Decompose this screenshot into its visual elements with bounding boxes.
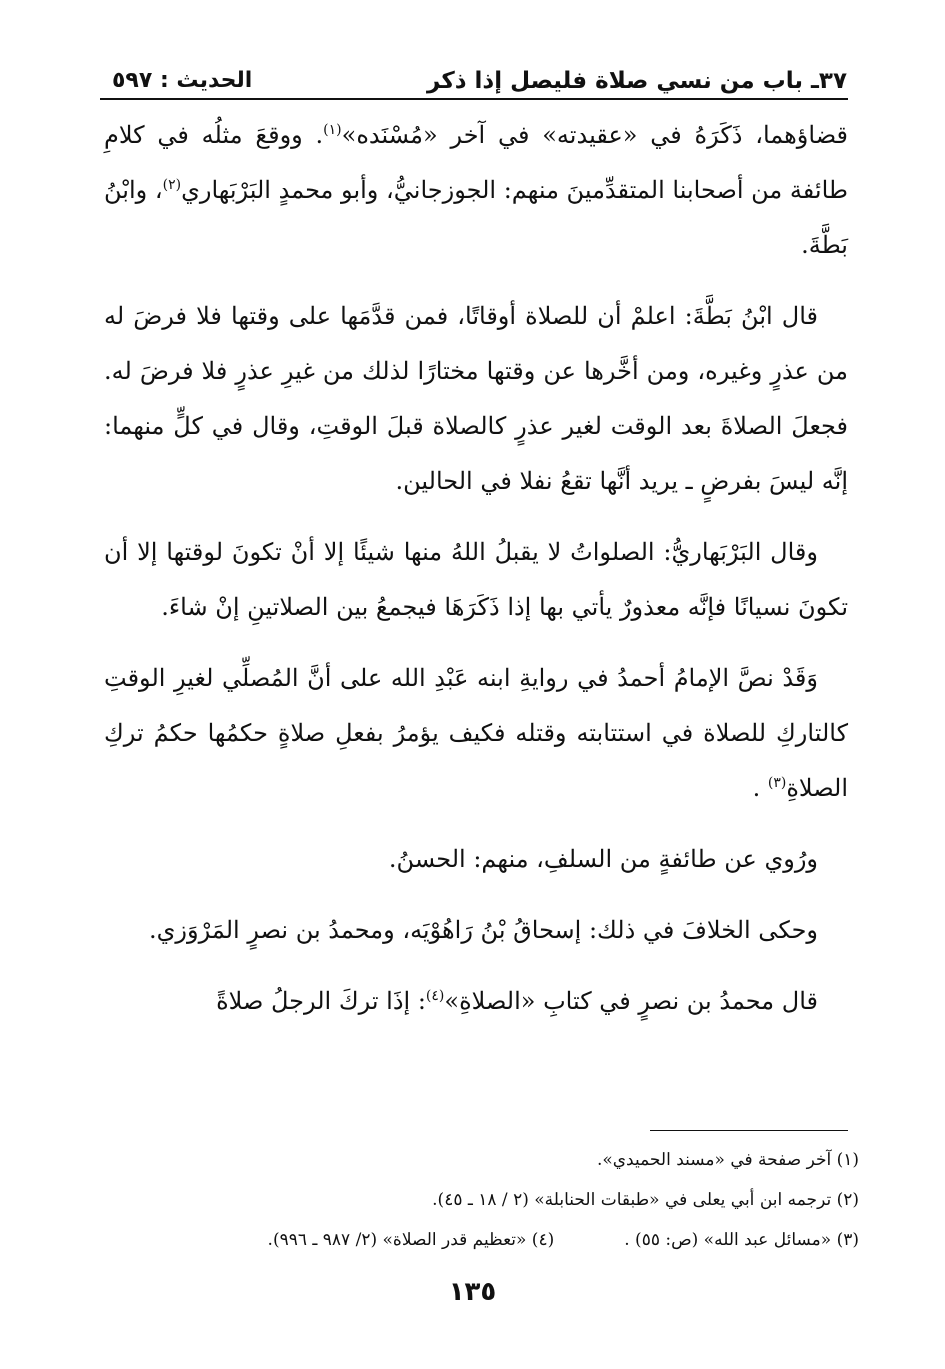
running-header — [112, 52, 847, 96]
paragraph: قال ابْنُ بَطَّةَ: اعلمْ أن للصلاة أوقاتًا، فمن قدَّمَها على وقتها فلا فرضَ له من عذرٍ وغيره، ومن أخَّرها عن وقتها مختارًا لذلك من غيرِ عذرٍ فلا فرضَ له. فجعلَ الصلاةَ بعد الوقت لغير عذرٍ كالصلاة قبلَ الوقتِ، وقال في كلٍّ منهما: إنَّه ليسَ بفرضٍ ـ يريد أنَّها تقعُ نفلا في الحالين. — [104, 302, 848, 495]
footnotes — [104, 1140, 859, 1260]
header-divider — [100, 98, 848, 100]
footnote-1: (١) آخر صفحة في «مسند الحميدي». — [596, 1150, 859, 1170]
footnote-divider — [650, 1130, 848, 1131]
footnote-ref: (٣) — [767, 775, 787, 791]
footnote-ref: (٤) — [425, 988, 445, 1004]
hadith-number: الحديث : ٥٩٧ — [112, 68, 253, 93]
footnote-ref: (١) — [323, 122, 342, 138]
footnote-ref: (٢) — [162, 177, 182, 193]
footnote-2: (٢) ترجمه ابن أبي يعلى في «طبقات الحنابلة» (٢ / ١٨ ـ ٤٥). — [432, 1190, 859, 1210]
paragraph: قال محمدُ بن نصرٍ في كتابِ «الصلاةِ»$^{(٤)}$: إذَا تركَ الرجلُ صلاةً — [216, 987, 818, 1015]
footnote-3: (٣) «مسائل عبد الله» (ص: ٥٥) . — [624, 1230, 859, 1250]
paragraph: وحكى الخلافَ في ذلك: إسحاقُ بْنُ رَاهُوْيَه، ومحمدُ بن نصرٍ المَرْوَزي. — [149, 916, 818, 944]
paragraph: ورُوي عن طائفةٍ من السلفِ، منهم: الحسنُ. — [388, 845, 818, 873]
main-text — [104, 108, 848, 1029]
footnote-row — [104, 1220, 859, 1260]
page-number: ١٣٥ — [448, 1277, 497, 1307]
paragraph: قضاؤهما، ذَكَرَهُ في «عقيدته» في آخر «مُسْنَده»$^{(١)}$. ووقعَ مثلُه في كلامِ طائفة من أصحابنا المتقدِّمينَ منهم: الجوزجانيُّ، وأبو محمدٍ البَرْبَهاري$^{(٢)}$، وابْنُ بَطَّةَ. — [104, 121, 848, 259]
paragraph: وقال البَرْبَهاريُّ: الصلواتُ لا يقبلُ اللهُ منها شيئًا إلا أنْ تكونَ لوقتها إلا أن تكونَ نسيانًا فإنَّه معذورٌ يأتي بها إذا ذَكَرَهَا فيجمعُ بين الصلاتينِ إنْ شاءَ. — [104, 538, 848, 621]
footnote-4: (٤) «تعظيم قدر الصلاة» (٢/ ٩٨٧ ـ ٩٩٦). — [267, 1230, 555, 1250]
chapter-title: ٣٧ـ باب من نسي صلاة فليصل إذا ذكر — [427, 68, 847, 94]
paragraph: وَقَدْ نصَّ الإمامُ أحمدُ في روايةِ ابنه عَبْدِ الله على أنَّ المُصلِّي لغيرِ الوقتِ كالتاركِ للصلاة في استتابته وقتله فكيف يؤمرُ بفعلِ صلاةٍ حكمُها حكمُ تركِ الصلاةِ$^{(٣)}$ . — [104, 664, 848, 802]
